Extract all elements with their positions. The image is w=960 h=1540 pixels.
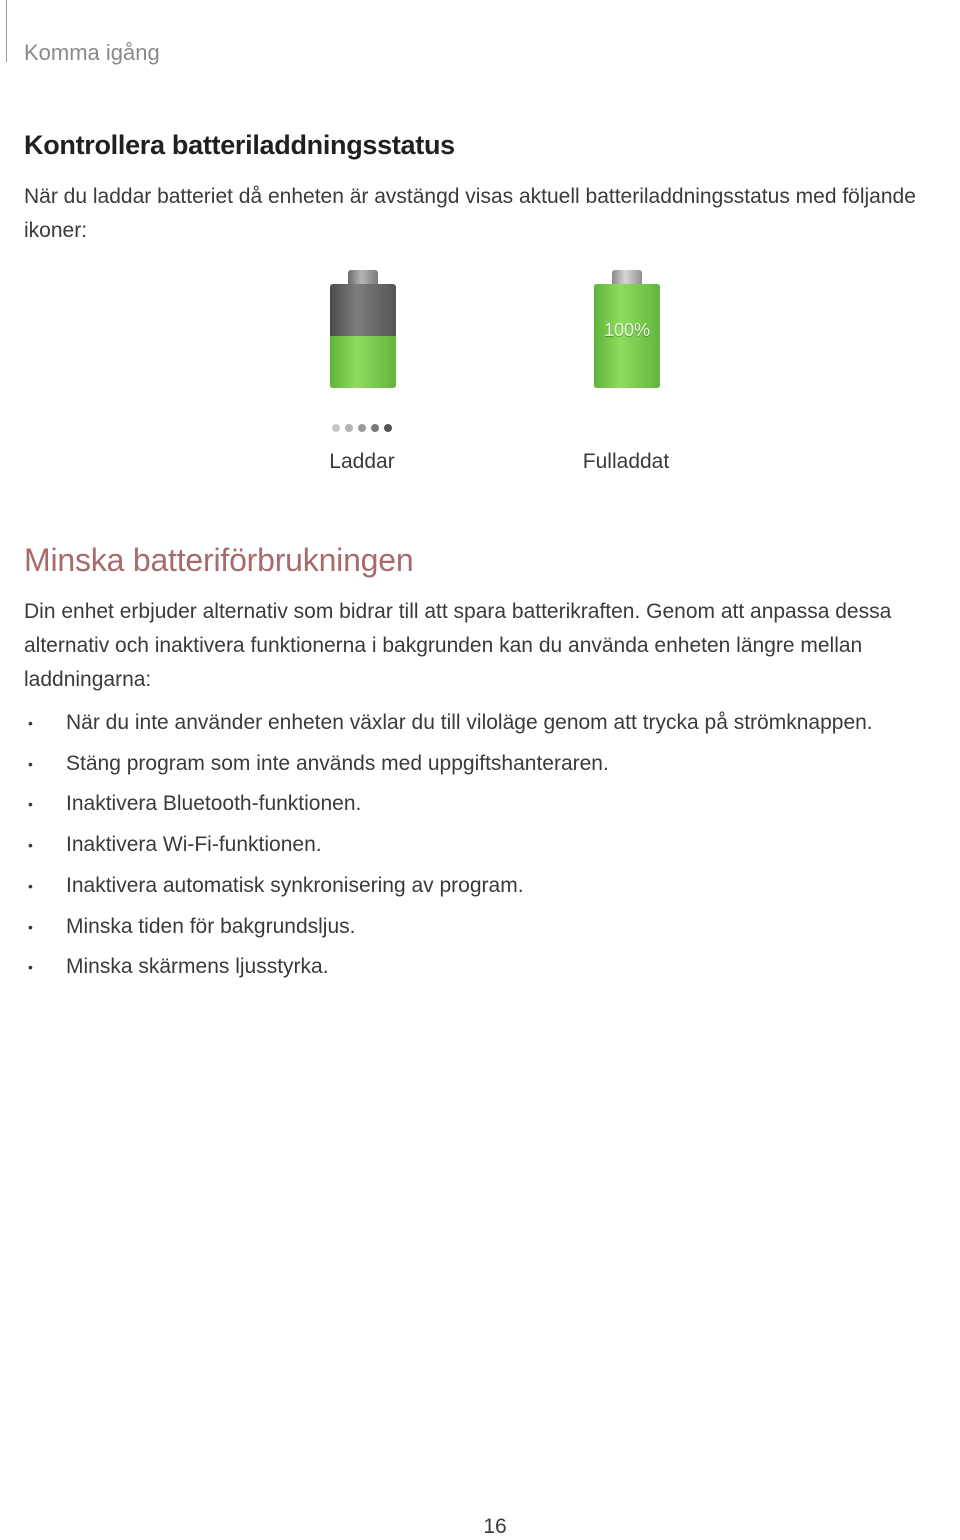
list-item: • Stäng program som inte används med uppgiftshanteraren. [24,744,939,785]
progress-dot [332,424,340,432]
charging-label: Laddar [329,450,395,473]
list-item: • Inaktivera Bluetooth-funktionen. [24,784,939,825]
bullet-icon: • [28,877,33,894]
list-item: • Inaktivera automatisk synkronisering av program. [24,866,939,907]
battery-charging-fill [330,336,396,388]
progress-dot [371,424,379,432]
list-item: • Minska skärmens ljusstyrka. [24,947,939,988]
list-item: • Inaktivera Wi-Fi-funktionen. [24,825,939,866]
progress-dot [345,424,353,432]
battery-percent-text: 100% [603,320,651,340]
battery-charging-icon [330,270,396,388]
margin-rule [6,0,7,62]
progress-dot [384,424,392,432]
full-label: Fulladdat [582,450,670,473]
bullet-icon: • [28,796,33,813]
bullet-icon: • [28,837,33,854]
chapter-header: Komma igång [24,40,160,65]
charging-progress-dots [332,424,392,432]
list-item: • Minska tiden för bakgrundsljus. [24,907,939,948]
section-title-reduce-consumption: Minska batteriförbrukningen [24,542,414,578]
progress-dot [358,424,366,432]
bullet-icon: • [28,959,33,976]
page-number: 16 [483,1515,507,1538]
section-title-battery-status: Kontrollera batteriladdningsstatus [24,130,455,160]
list-item: • När du inte använder enheten växlar du till viloläge genom att trycka på strömknappen. [24,703,939,744]
battery-full-icon [594,270,660,388]
bullet-icon: • [28,918,33,935]
tips-list [24,703,939,988]
bullet-icon: • [28,715,33,731]
battery-status-intro: När du laddar batteriet då enheten är avstängd visas aktuell batteriladdningsstatus med följande ikoner: [24,185,916,242]
reduce-consumption-paragraph: Din enhet erbjuder alternativ som bidrar till att spara batterikraften. Genom att anpassa dessa alternativ och inaktivera funktionerna i bakgrunden kan du använda enheten längre mellan laddningarna: [24,600,892,691]
bullet-icon: • [28,755,33,772]
